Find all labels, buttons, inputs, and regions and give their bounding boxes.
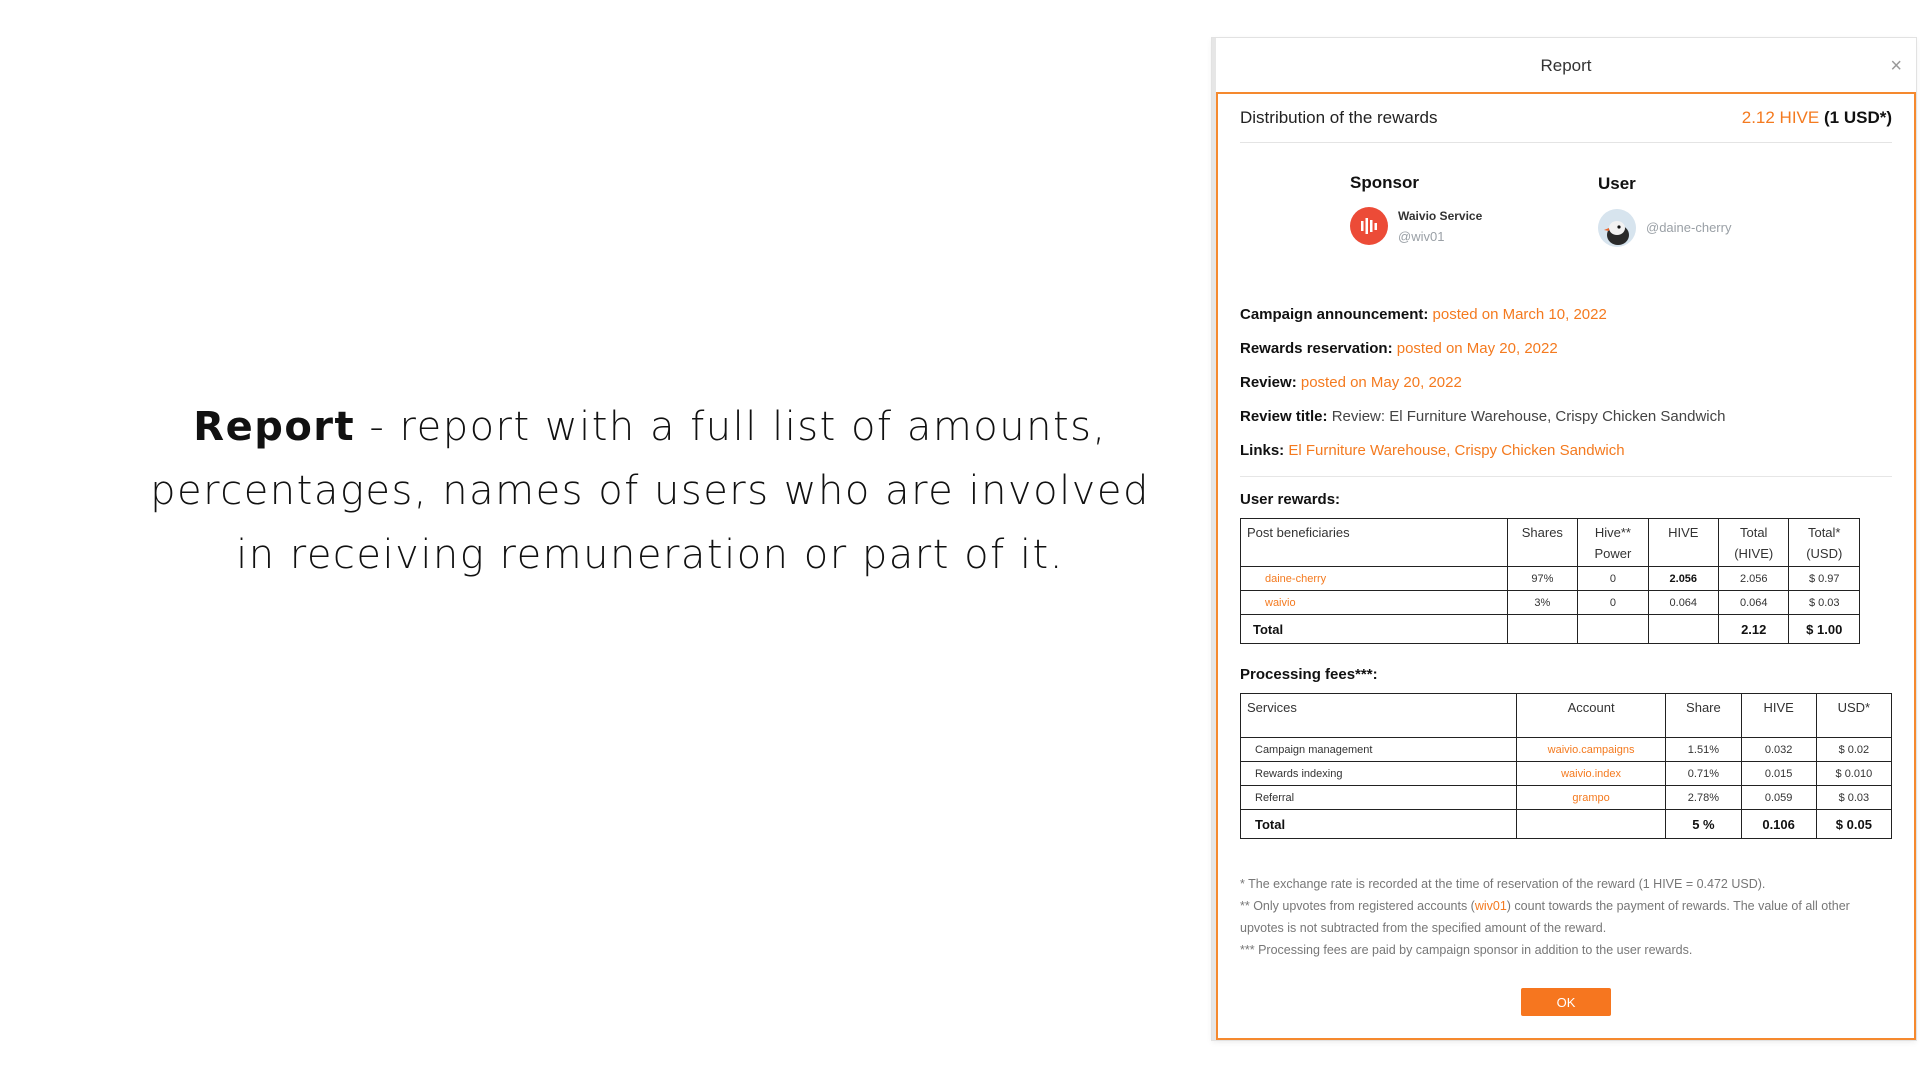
user-title: User <box>1598 174 1636 193</box>
reservation-label: Rewards reservation: <box>1240 340 1393 357</box>
hive-cell: 0.032 <box>1741 738 1816 762</box>
slide-caption <box>150 395 1150 587</box>
table-row <box>1241 591 1860 615</box>
distribution-hive: 2.12 HIVE <box>1741 108 1820 127</box>
col-beneficiaries: Post beneficiaries <box>1241 519 1508 567</box>
distribution-amount <box>1742 108 1892 128</box>
col-services: Services <box>1241 694 1517 738</box>
reservation-link[interactable]: posted on May 20, 2022 <box>1396 340 1558 357</box>
hive-cell: 0.064 <box>1648 591 1718 615</box>
campaign-label: Campaign announcement: <box>1240 306 1429 323</box>
usd-cell: $ 0.03 <box>1816 786 1891 810</box>
empty-cell <box>1578 615 1648 644</box>
shares-cell: 97% <box>1507 567 1578 591</box>
account-link[interactable]: waivio.campaigns <box>1547 743 1635 756</box>
sponsor-name[interactable]: Waivio Service <box>1398 209 1483 223</box>
beneficiary-cell[interactable] <box>1241 567 1508 591</box>
modal-body <box>1216 94 1916 1040</box>
footnote-1: * The exchange rate is recorded at the time of reservation of the reward (1 HIVE = 0.472 USD). <box>1240 877 1766 891</box>
account-cell[interactable] <box>1516 762 1665 786</box>
table-row <box>1241 567 1860 591</box>
puffin-avatar-icon <box>1598 209 1636 247</box>
account-cell[interactable] <box>1516 738 1665 762</box>
table-row <box>1241 738 1892 762</box>
footnote-2-text: ** Only upvotes from registered accounts ( <box>1240 899 1475 913</box>
total-label: Total <box>1241 615 1508 644</box>
fees-table <box>1240 693 1892 839</box>
total-label: Total <box>1241 810 1517 839</box>
table-row <box>1241 786 1892 810</box>
service-cell: Campaign management <box>1241 738 1517 762</box>
footnote-2 <box>1240 895 1892 939</box>
links-link[interactable]: El Furniture Warehouse, Crispy Chicken Sandwich <box>1288 442 1625 459</box>
empty-cell <box>1516 810 1665 839</box>
account-link[interactable]: waivio.index <box>1561 767 1622 780</box>
account-link[interactable]: grampo <box>1572 791 1610 804</box>
hive-cell: 2.056 <box>1648 567 1718 591</box>
service-cell: Rewards indexing <box>1241 762 1517 786</box>
distribution-label: Distribution of the rewards <box>1240 108 1438 127</box>
account-cell[interactable] <box>1516 786 1665 810</box>
table-total-row <box>1241 615 1860 644</box>
total-usd-cell: $ 0.03 <box>1789 591 1860 615</box>
parties-section <box>1240 143 1892 298</box>
review-title-line <box>1240 400 1892 434</box>
review-title-label: Review title: <box>1240 408 1328 425</box>
links-label: Links: <box>1240 442 1285 459</box>
campaign-link[interactable]: posted on March 10, 2022 <box>1432 306 1607 323</box>
modal-title: Report <box>1540 56 1592 75</box>
modal-header <box>1216 38 1916 94</box>
total-usd-cell: $ 1.00 <box>1789 615 1860 644</box>
beneficiary-cell[interactable] <box>1241 591 1508 615</box>
service-cell: Referral <box>1241 786 1517 810</box>
review-title-value: Review: El Furniture Warehouse, Crispy Chicken Sandwich <box>1331 408 1726 425</box>
sponsor-avatar[interactable] <box>1350 207 1388 245</box>
empty-cell <box>1648 615 1718 644</box>
table-total-row <box>1241 810 1892 839</box>
share-cell: 0.71% <box>1666 762 1741 786</box>
footnote-2-link[interactable]: wiv01 <box>1474 899 1507 913</box>
total-hive-cell: 2.12 <box>1718 615 1789 644</box>
sponsor-handle[interactable]: @wiv01 <box>1398 229 1445 244</box>
total-usd-cell: $ 0.97 <box>1789 567 1860 591</box>
col-hive: HIVE <box>1648 519 1718 567</box>
campaign-line <box>1240 298 1892 332</box>
user-handle[interactable]: @daine-cherry <box>1646 220 1732 235</box>
hive-cell: 0.015 <box>1741 762 1816 786</box>
col-hive: HIVE <box>1741 694 1816 738</box>
col-total-hive: Total (HIVE) <box>1718 519 1789 567</box>
usd-cell: $ 0.010 <box>1816 762 1891 786</box>
beneficiary-link[interactable]: daine-cherry <box>1265 572 1327 585</box>
campaign-info <box>1240 298 1892 468</box>
links-line <box>1240 434 1892 468</box>
fees-title: Processing fees***: <box>1240 666 1378 683</box>
total-share-cell: 5 % <box>1666 810 1741 839</box>
col-hive-power: Hive** Power <box>1578 519 1648 567</box>
shares-cell: 3% <box>1507 591 1578 615</box>
hive-cell: 0.059 <box>1741 786 1816 810</box>
close-icon[interactable]: × <box>1890 55 1902 77</box>
total-hive-cell: 2.056 <box>1718 567 1789 591</box>
total-hive-cell: 0.106 <box>1741 810 1816 839</box>
empty-cell <box>1507 615 1578 644</box>
usd-cell: $ 0.02 <box>1816 738 1891 762</box>
user-avatar[interactable] <box>1598 209 1636 247</box>
table-row <box>1241 762 1892 786</box>
user-rewards-title: User rewards: <box>1240 491 1341 508</box>
col-account: Account <box>1516 694 1665 738</box>
beneficiary-link[interactable]: waivio <box>1265 596 1296 609</box>
share-cell: 1.51% <box>1666 738 1741 762</box>
user-rewards-table <box>1240 518 1860 644</box>
total-hive-cell: 0.064 <box>1718 591 1789 615</box>
caption-bold: Report <box>193 404 356 450</box>
divider <box>1240 476 1892 477</box>
col-usd: USD* <box>1816 694 1891 738</box>
total-usd-cell: $ 0.05 <box>1816 810 1891 839</box>
distribution-usd: (1 USD*) <box>1823 108 1892 127</box>
col-total-usd: Total* (USD) <box>1789 519 1860 567</box>
sponsor-title: Sponsor <box>1350 173 1419 192</box>
review-link[interactable]: posted on May 20, 2022 <box>1300 374 1462 391</box>
footnote-3: *** Processing fees are paid by campaign sponsor in addition to the user rewards. <box>1240 943 1693 957</box>
reservation-line <box>1240 332 1892 366</box>
report-modal <box>1212 38 1916 1040</box>
col-shares: Shares <box>1507 519 1578 567</box>
share-cell: 2.78% <box>1666 786 1741 810</box>
distribution-row <box>1240 94 1892 143</box>
power-cell: 0 <box>1578 591 1648 615</box>
table-header-row <box>1241 694 1892 738</box>
ok-button[interactable]: OK <box>1521 988 1611 1016</box>
review-label: Review: <box>1240 374 1297 391</box>
footnotes <box>1240 873 1892 961</box>
power-cell: 0 <box>1578 567 1648 591</box>
col-share: Share <box>1666 694 1741 738</box>
review-line <box>1240 366 1892 400</box>
table-header-row <box>1241 519 1860 567</box>
footnote-2-text-end: ) count towards the payment of rewards. The value of all other upvotes is not subtracted from the specified amount of the reward. <box>1240 899 1850 935</box>
waivio-logo-icon <box>1358 215 1380 237</box>
caption-text: - report with a full list of amounts, percentages, names of users who are involved in receiving remuneration or part of it. <box>150 404 1150 578</box>
